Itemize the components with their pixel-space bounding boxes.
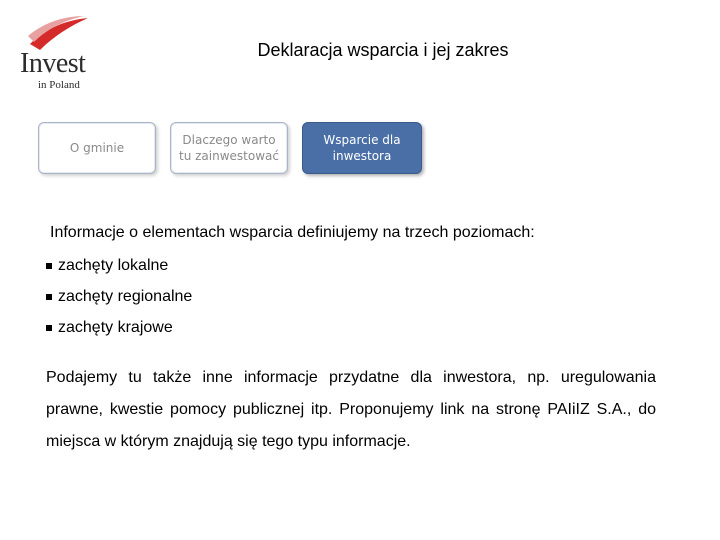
bullet-square-icon — [46, 294, 52, 300]
list-item-label: zachęty krajowe — [58, 319, 173, 336]
tab-dlaczego-warto[interactable] — [170, 122, 288, 174]
bullet-square-icon — [46, 263, 52, 269]
page-title: Deklaracja wsparcia i jej zakres — [257, 40, 509, 60]
list-item — [46, 318, 192, 349]
tab-o-gminie[interactable] — [38, 122, 156, 174]
tab-label: O gminie — [69, 141, 125, 155]
logo-text: Invest — [20, 48, 86, 79]
tab-label: Wsparcie dla inwestora — [323, 133, 401, 163]
list-item-label: zachęty lokalne — [58, 257, 169, 274]
logo-subtext: in Poland — [38, 79, 80, 91]
bullet-square-icon — [46, 325, 52, 331]
list-item-label: zachęty regionalne — [58, 288, 193, 305]
incentive-list — [46, 256, 192, 349]
body-paragraph: Podajemy tu także inne informacje przydatne dla inwestora, np. uregulowania prawne, kwestie pomocy publicznej itp. Proponujemy link na stronę PAIiIZ S.A., do miejsca w którym znajdują się tego typu informacje. — [46, 369, 656, 450]
list-item — [46, 287, 192, 318]
tab-wsparcie-dla-inwestora[interactable] — [302, 122, 422, 174]
list-item — [46, 256, 192, 287]
intro-text: Informacje o elementach wsparcia definiujemy na trzech poziomach: — [50, 224, 535, 241]
tab-label: Dlaczego warto tu zainwestować — [179, 133, 279, 163]
